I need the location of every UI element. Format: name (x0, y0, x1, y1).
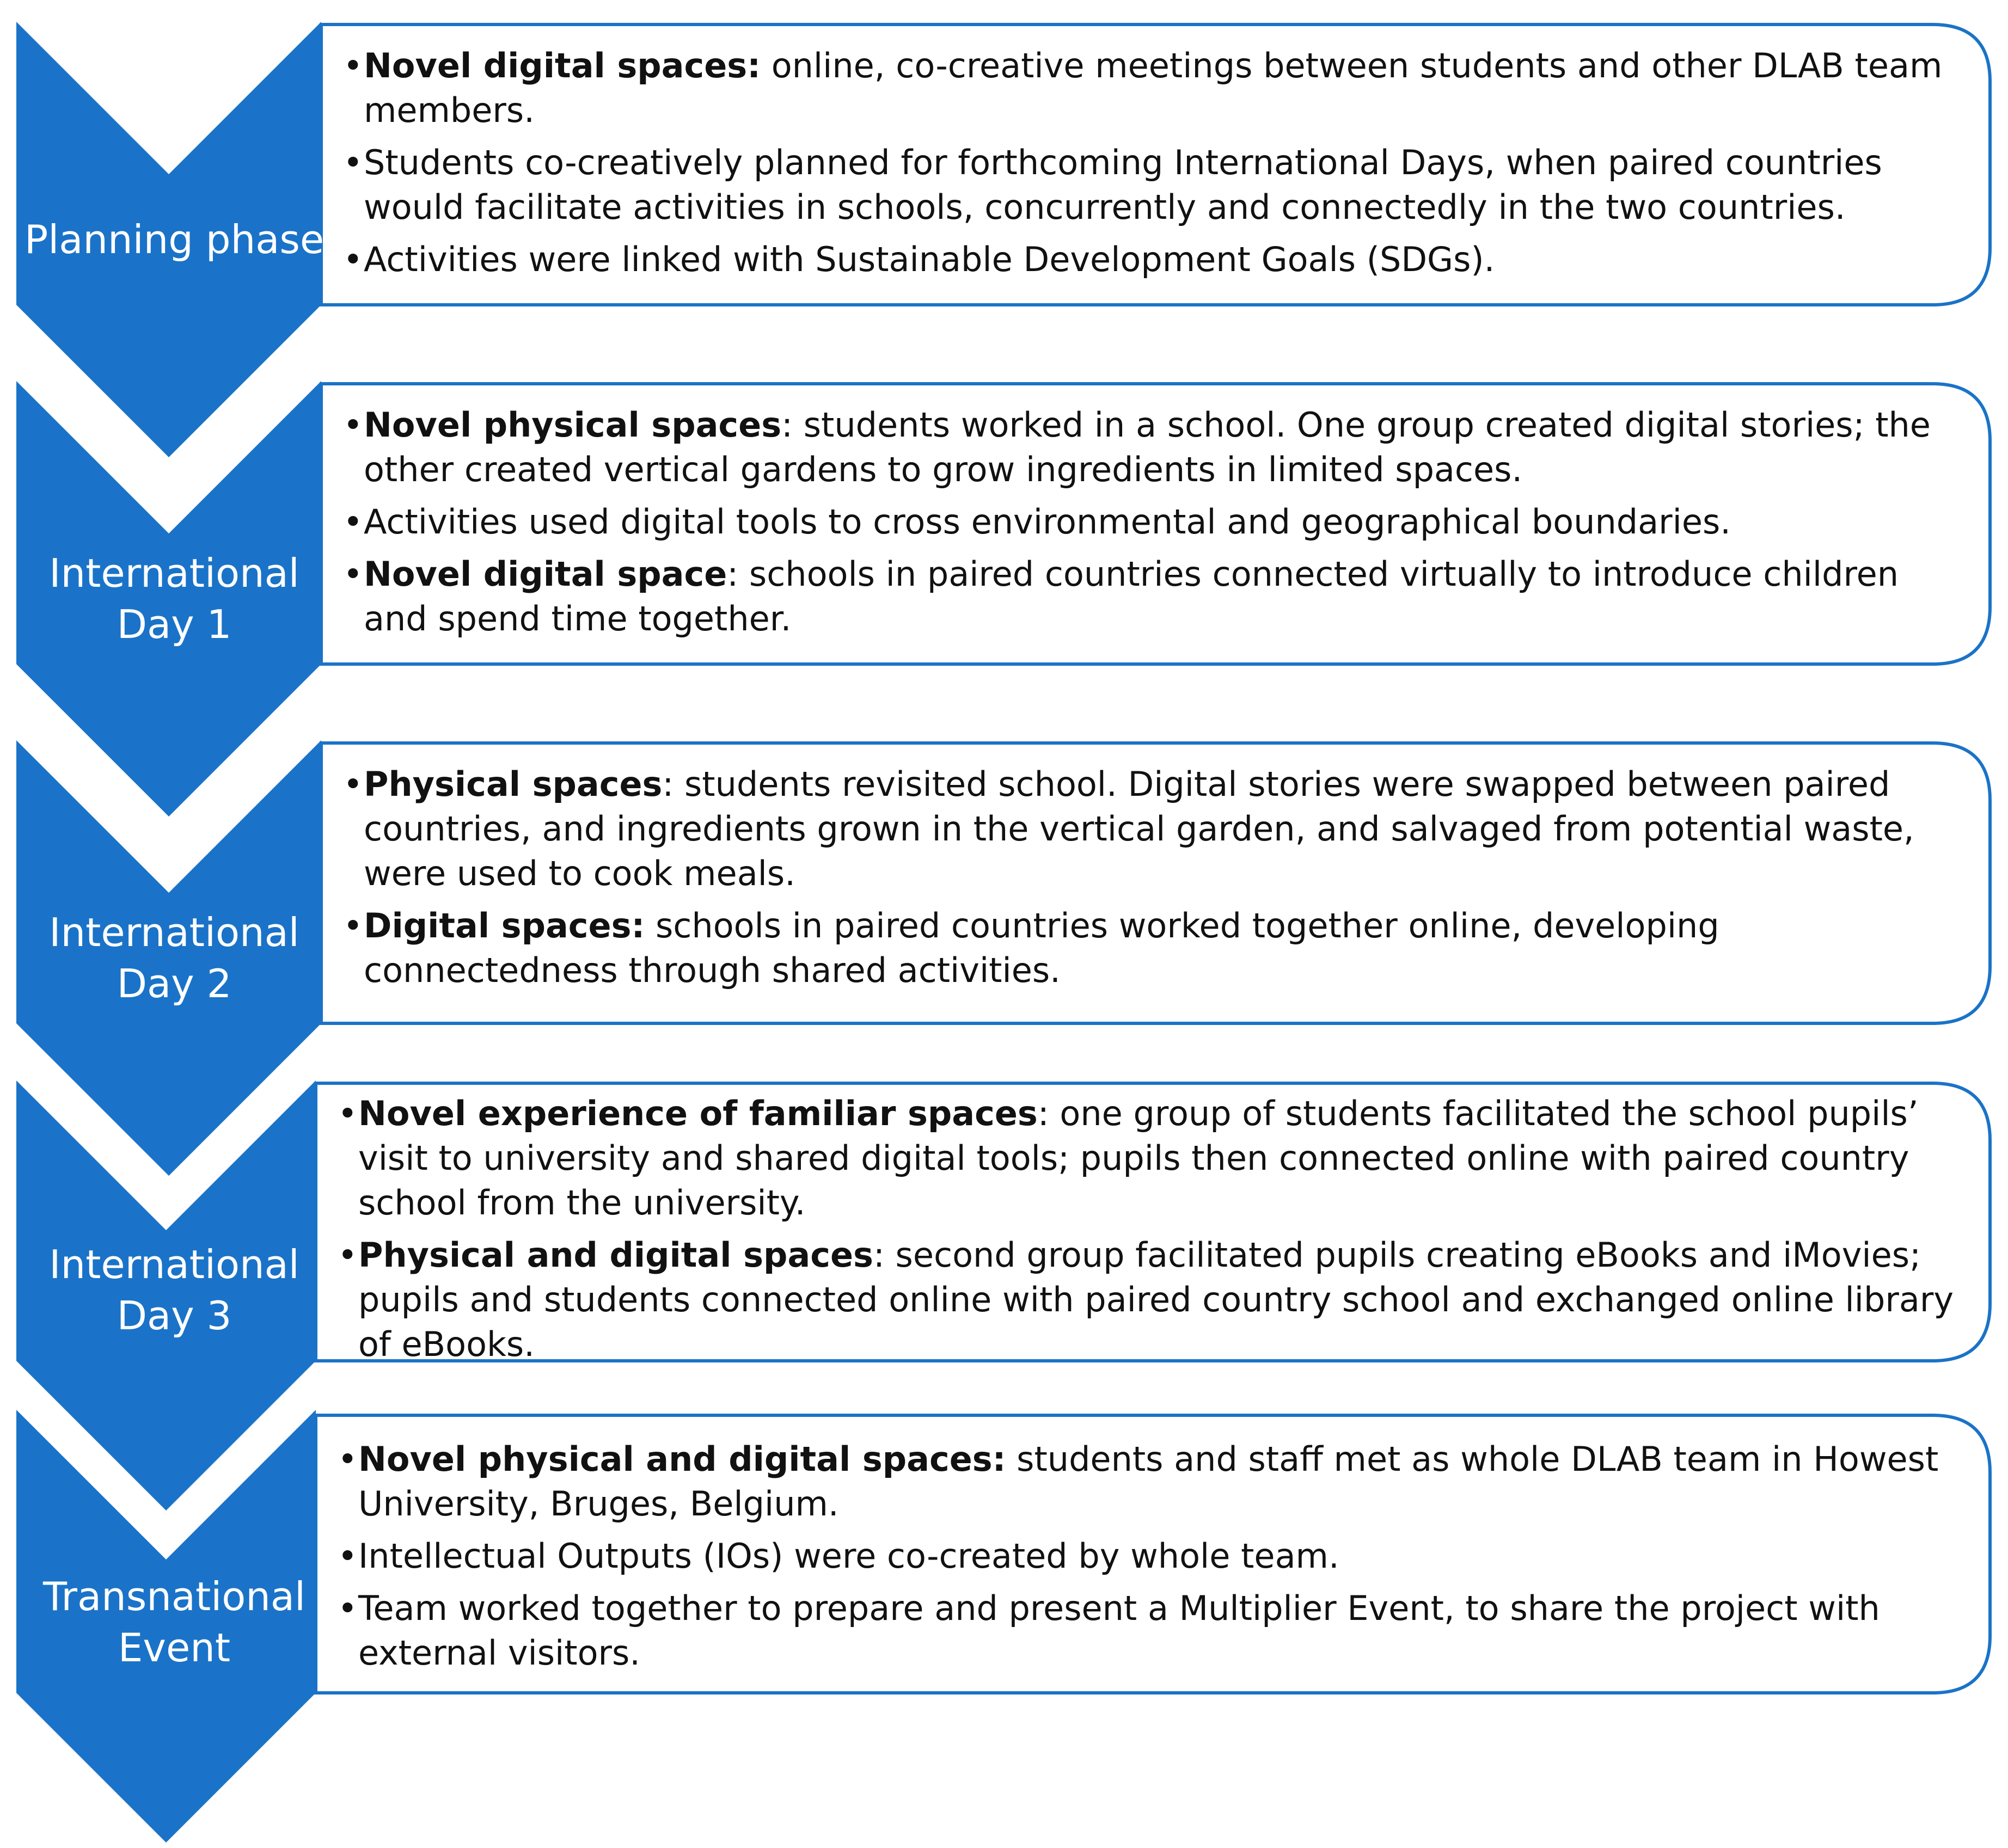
bullet-item: • Team worked together to prepare and present a Multiplier Event, to share the project with external visitors. (338, 1586, 1971, 1675)
bullet-item: • Activities used digital tools to cross environmental and geographical boundaries. (343, 500, 1966, 544)
bullet-item: • Novel digital spaces: online, co-creative meetings between students and other DLAB team members. (343, 44, 1966, 133)
content-international-day-2 (343, 762, 1966, 1000)
bullet-item: • Novel physical and digital spaces: students and staff met as whole DLAB team in Howest University, Bruges, Belgium. (338, 1437, 1971, 1526)
phase-label-day-2: International Day 2 (49, 910, 299, 1006)
bullet-item: • Novel physical spaces: students worked in a school. One group created digital stories; the other created vertical gardens to grow ingredients in limited spaces. (343, 403, 1966, 492)
bullet-item: • Digital spaces: schools in paired countries worked together online, developing connectedness through shared activities. (343, 904, 1966, 993)
content-planning-phase (343, 44, 1966, 290)
bullet-item: • Students co-creatively planned for forthcoming International Days, when paired countries would facilitate activities in schools, concurrently and connectedly in the two countries. (343, 140, 1966, 230)
content-international-day-1 (343, 403, 1966, 649)
phase-label-day-3: International Day 3 (49, 1242, 299, 1339)
bullet-item: • Intellectual Outputs (IOs) were co-created by whole team. (338, 1534, 1971, 1579)
bullet-item: • Activities were linked with Sustainable Development Goals (SDGs). (343, 237, 1966, 282)
bullet-item: • Novel digital space: schools in paired countries connected virtually to introduce children and spend time together. (343, 552, 1966, 641)
phase-label-planning: Planning phase (24, 217, 325, 262)
bullet-item: • Physical and digital spaces: second group facilitated pupils creating eBooks and iMovies; pupils and students connected online with paired country school and exchanged online library of eBooks. (338, 1233, 1971, 1367)
bullet-item: • Physical spaces: students revisited school. Digital stories were swapped between paired countries, and ingredients grown in the vertical garden, and salvaged from potential waste, were used to cook meals. (343, 762, 1966, 896)
content-international-day-3 (338, 1091, 1971, 1374)
phase-label-transnational: Transnational Event (42, 1574, 306, 1671)
bullet-item: • Novel experience of familiar spaces: one group of students facilitated the school pupils’ visit to university and shared digital tools; pupils then connected online with paired country school from the university. (338, 1091, 1971, 1225)
content-transnational-event (338, 1437, 1971, 1683)
phase-label-day-1: International Day 1 (49, 550, 299, 647)
